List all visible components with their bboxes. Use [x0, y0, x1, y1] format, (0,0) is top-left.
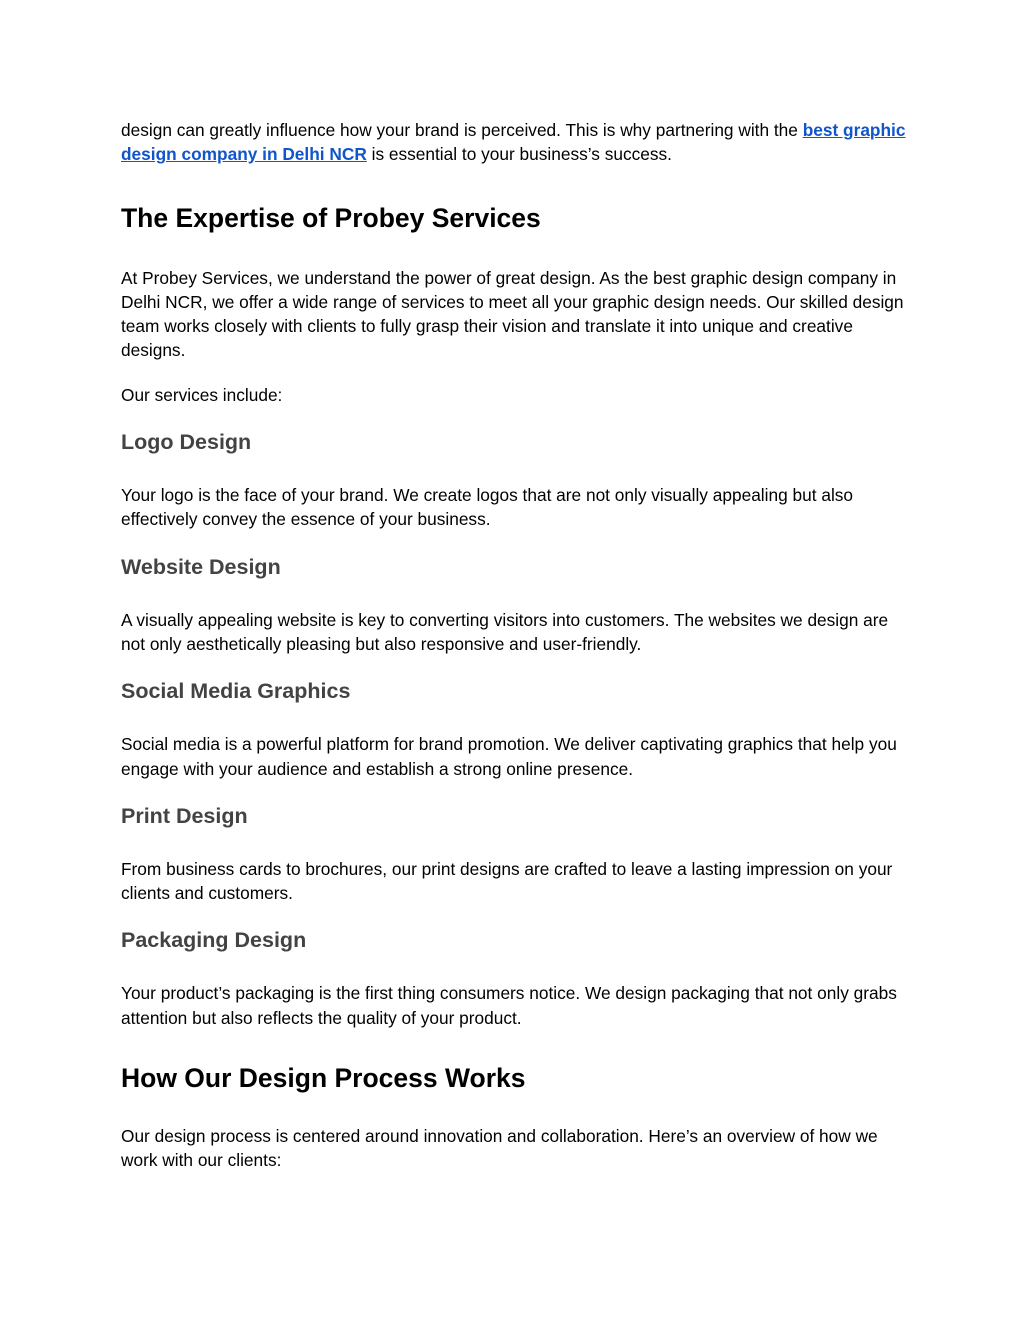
logo-design-heading: Logo Design — [121, 430, 252, 455]
expertise-heading: The Expertise of Probey Services — [121, 202, 541, 233]
best-graphic-design-link[interactable]: best graphic design company in Delhi NCR — [121, 120, 906, 165]
document-page — [121, 116, 906, 1173]
intro-paragraph — [121, 118, 906, 167]
social-media-graphics-text: Social media is a powerful platform for brand promotion. We deliver captivating graphics that help you engage with your audience and establish a strong online presence. — [121, 734, 897, 779]
services-intro: Our services include: — [121, 384, 283, 405]
website-design-text: A visually appealing website is key to converting visitors into customers. The websites we design are not only aesthetically pleasing but also responsive and user-friendly. — [121, 609, 889, 654]
packaging-design-text: Your product’s packaging is the first thing consumers notice. We design packaging that not only grabs attention but also reflects the quality of your product. — [121, 983, 897, 1028]
social-media-graphics-heading: Social Media Graphics — [121, 679, 351, 704]
process-paragraph: Our design process is centered around innovation and collaboration. Here’s an overview of how we work with our clients: — [121, 1126, 878, 1171]
process-heading: How Our Design Process Works — [121, 1063, 526, 1094]
intro-text-after: is essential to your business’s success. — [366, 144, 672, 165]
print-design-heading: Print Design — [121, 803, 248, 828]
print-design-text: From business cards to brochures, our print designs are crafted to leave a lasting impression on your clients and customers. — [121, 858, 893, 904]
website-design-heading: Website Design — [121, 554, 281, 579]
logo-design-text: Your logo is the face of your brand. We create logos that are not only visually appealing but also effectively convey the essence of your business. — [121, 485, 854, 530]
expertise-paragraph: At Probey Services, we understand the power of great design. As the best graphic design company in Delhi NCR, we offer a wide range of services to meet all your graphic design needs. Our skilled design team works closely with clients to fully grasp their vision and translate it into unique and creative designs. — [121, 267, 904, 361]
packaging-design-heading: Packaging Design — [121, 928, 307, 953]
intro-text-before: design can greatly influence how your brand is perceived. This is why partnering with the — [121, 120, 803, 140]
